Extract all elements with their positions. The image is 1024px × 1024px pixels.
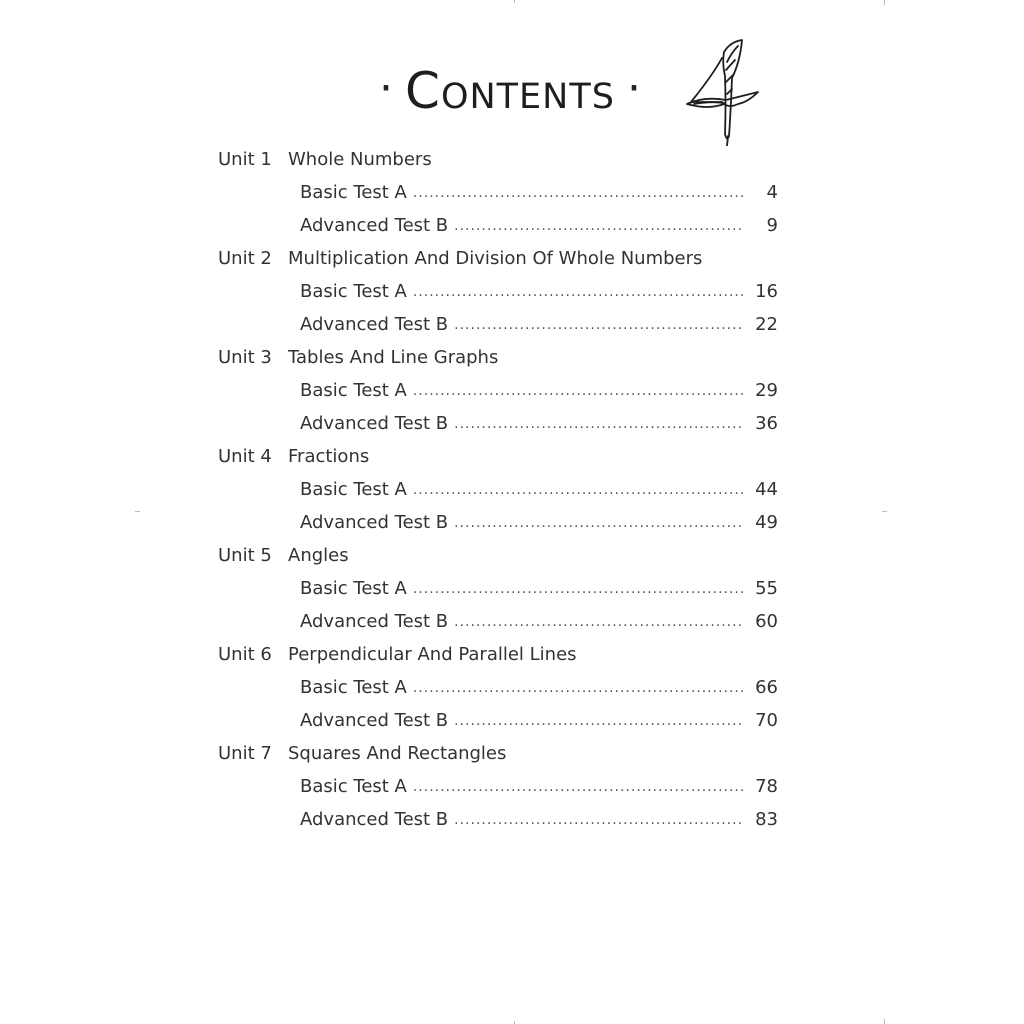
- unit-title[interactable]: Multiplication And Division Of Whole Numbers: [288, 248, 703, 269]
- toc-unit-6: [218, 638, 778, 737]
- page-number: 66: [755, 677, 778, 698]
- dot-leader: [454, 218, 744, 234]
- toc-entry[interactable]: [300, 704, 778, 737]
- toc-entry[interactable]: [300, 176, 778, 209]
- dot-leader: [454, 812, 744, 828]
- unit-heading: [218, 143, 778, 176]
- unit-title[interactable]: Tables And Line Graphs: [288, 347, 499, 368]
- page-number: 4: [766, 182, 778, 203]
- unit-number: Unit 3: [218, 347, 272, 368]
- unit-number: Unit 1: [218, 149, 272, 170]
- page-number: 36: [755, 413, 778, 434]
- toc-entry[interactable]: [300, 605, 778, 638]
- unit-heading: [218, 341, 778, 374]
- page-number: 49: [755, 512, 778, 533]
- dot-leader: [454, 713, 744, 729]
- unit-heading: [218, 638, 778, 671]
- unit-number: Unit 4: [218, 446, 272, 467]
- entry-label: Advanced Test B: [300, 611, 449, 632]
- entry-label: Basic Test A: [300, 677, 407, 698]
- grade-four-feather-icon: [682, 38, 766, 146]
- entry-label: Advanced Test B: [300, 710, 449, 731]
- entry-label: Basic Test A: [300, 182, 407, 203]
- entry-label: Advanced Test B: [300, 809, 449, 830]
- toc-entry[interactable]: [300, 407, 778, 440]
- unit-heading: [218, 539, 778, 572]
- page-number: 16: [755, 281, 778, 302]
- toc-entry[interactable]: [300, 572, 778, 605]
- unit-heading: [218, 737, 778, 770]
- entry-label: Advanced Test B: [300, 512, 449, 533]
- page-title: Contents: [405, 62, 615, 120]
- unit-title[interactable]: Whole Numbers: [288, 149, 432, 170]
- entry-label: Advanced Test B: [300, 314, 449, 335]
- crop-mark: [884, 1019, 885, 1024]
- toc-unit-2: [218, 242, 778, 341]
- entry-label: Advanced Test B: [300, 215, 449, 236]
- page-number: 9: [766, 215, 778, 236]
- toc-entry[interactable]: [300, 275, 778, 308]
- dot-leader: [454, 614, 744, 630]
- unit-title[interactable]: Angles: [288, 545, 349, 566]
- dot-leader: [454, 317, 744, 333]
- unit-heading: [218, 242, 778, 275]
- dot-leader: [413, 383, 744, 399]
- toc-unit-1: [218, 143, 778, 242]
- dot-leader: [413, 185, 744, 201]
- toc-entry[interactable]: [300, 308, 778, 341]
- crop-mark: [514, 0, 515, 3]
- crop-mark: [884, 0, 885, 5]
- unit-title[interactable]: Squares And Rectangles: [288, 743, 507, 764]
- page-number: 70: [755, 710, 778, 731]
- page-number: 78: [755, 776, 778, 797]
- toc-entry[interactable]: [300, 374, 778, 407]
- page-number: 60: [755, 611, 778, 632]
- dot-leader: [454, 515, 744, 531]
- toc-entry[interactable]: [300, 671, 778, 704]
- dot-leader: [413, 284, 744, 300]
- unit-title[interactable]: Perpendicular And Parallel Lines: [288, 644, 577, 665]
- unit-title[interactable]: Fractions: [288, 446, 370, 467]
- page-number: 83: [755, 809, 778, 830]
- heading-dot-left: ·: [379, 63, 394, 114]
- entry-label: Basic Test A: [300, 578, 407, 599]
- dot-leader: [413, 779, 744, 795]
- unit-number: Unit 2: [218, 248, 272, 269]
- toc-unit-7: [218, 737, 778, 836]
- entry-label: Advanced Test B: [300, 413, 449, 434]
- entry-label: Basic Test A: [300, 380, 407, 401]
- unit-number: Unit 6: [218, 644, 272, 665]
- toc-entry[interactable]: [300, 803, 778, 836]
- dot-leader: [413, 680, 744, 696]
- page-number: 22: [755, 314, 778, 335]
- dot-leader: [454, 416, 744, 432]
- page-number: 55: [755, 578, 778, 599]
- unit-number: Unit 5: [218, 545, 272, 566]
- page-number: 29: [755, 380, 778, 401]
- table-of-contents: [218, 143, 778, 836]
- crop-mark: [882, 511, 887, 512]
- toc-entry[interactable]: [300, 506, 778, 539]
- toc-entry[interactable]: [300, 770, 778, 803]
- unit-number: Unit 7: [218, 743, 272, 764]
- entry-label: Basic Test A: [300, 776, 407, 797]
- entry-label: Basic Test A: [300, 281, 407, 302]
- toc-entry[interactable]: [300, 209, 778, 242]
- toc-unit-3: [218, 341, 778, 440]
- crop-mark: [135, 511, 140, 512]
- page-number: 44: [755, 479, 778, 500]
- toc-unit-4: [218, 440, 778, 539]
- entry-label: Basic Test A: [300, 479, 407, 500]
- dot-leader: [413, 581, 744, 597]
- page-heading: [345, 60, 675, 122]
- heading-dot-right: ·: [626, 63, 641, 114]
- dot-leader: [413, 482, 744, 498]
- toc-unit-5: [218, 539, 778, 638]
- unit-heading: [218, 440, 778, 473]
- toc-entry[interactable]: [300, 473, 778, 506]
